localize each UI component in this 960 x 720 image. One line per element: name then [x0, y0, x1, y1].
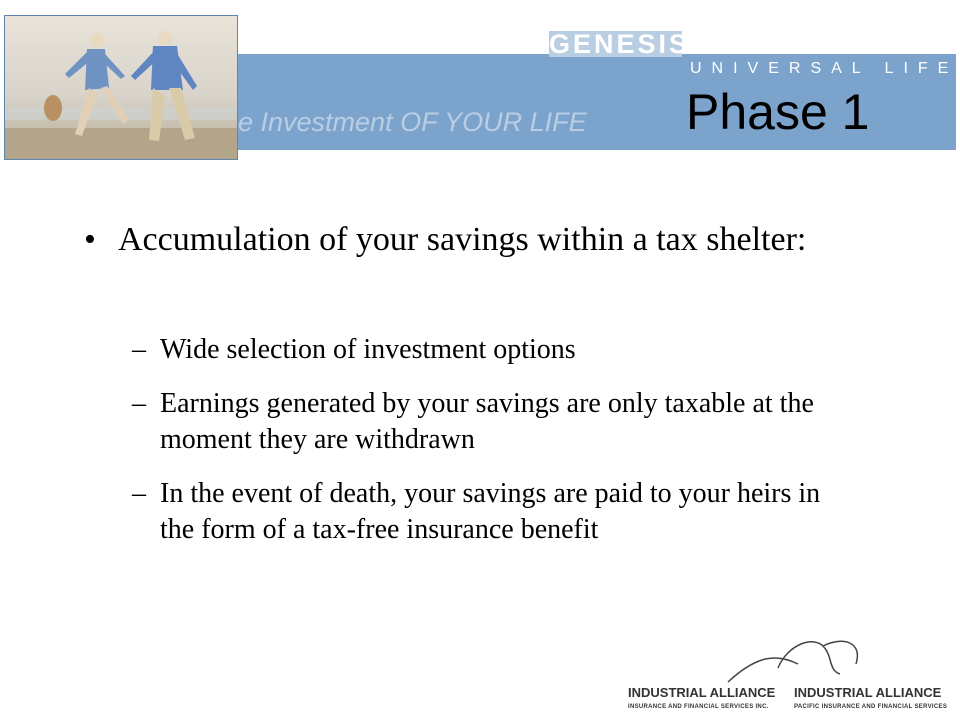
product-line: UNIVERSAL LIFE: [690, 60, 959, 77]
main-bullet-text: Accumulation of your savings within a tax shelter:: [118, 221, 807, 258]
sub-bullet: [132, 386, 860, 458]
dash-icon: –: [132, 478, 146, 509]
main-bullet: [84, 219, 878, 261]
bullet-icon: •: [84, 221, 96, 258]
logo-left: [628, 686, 775, 714]
sub-bullet: [132, 332, 860, 368]
brand-logo: GENESIS: [549, 29, 691, 59]
sub-bullet-text: In the event of death, your savings are paid to your heirs in the form of a tax-free insurance benefit: [160, 478, 821, 545]
sub-bullet-text: Earnings generated by your savings are only taxable at the moment they are withdrawn: [160, 388, 814, 455]
dash-icon: –: [132, 334, 146, 365]
dash-icon: –: [132, 388, 146, 419]
sub-bullet: [132, 476, 860, 548]
bird-mark-icon: [628, 634, 954, 684]
logo-left-sub: INSURANCE AND FINANCIAL SERVICES INC.: [628, 704, 769, 710]
sub-bullet-text: Wide selection of investment options: [160, 334, 576, 365]
logo-right-sub: PACIFIC INSURANCE AND FINANCIAL SERVICES: [794, 704, 948, 710]
tagline: e Investment OF YOUR LIFE: [238, 107, 587, 137]
slide-title: Phase 1: [686, 84, 870, 140]
logo-left-name: INDUSTRIAL ALLIANCE: [628, 685, 776, 700]
header-photo: [4, 15, 238, 160]
footer-logo: [628, 634, 954, 714]
logo-right-name: INDUSTRIAL ALLIANCE: [794, 685, 942, 700]
logo-right: [794, 686, 947, 714]
